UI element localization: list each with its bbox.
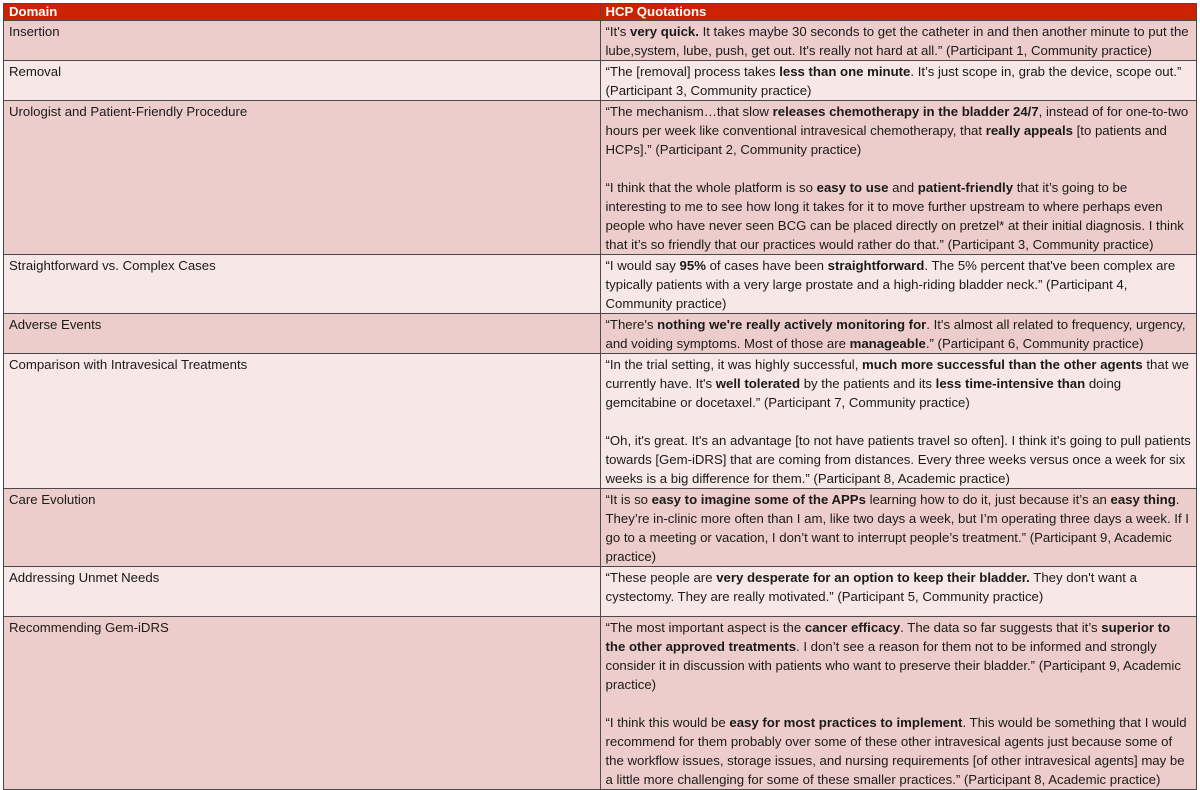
table-row: [4, 21, 1197, 61]
quote-text: . It’s just scope in, grab the device, scope out.” (Participant 3, Community practice): [605, 64, 1182, 98]
quote-text: . It's almost all related to frequency, urgency, and voiding symptoms. Most of those are: [605, 317, 1186, 351]
emphasized-text: releases chemotherapy in the bladder 24/7: [772, 104, 1039, 119]
quote-text: and: [888, 180, 918, 195]
table-row: [4, 255, 1197, 314]
quotations-cell: [600, 61, 1197, 101]
quote-text: “There's: [605, 317, 658, 332]
quote-text: [to patients and HCPs].” (Participant 2, Community practice): [605, 123, 1167, 157]
domain-cell: Recommending Gem-iDRS: [4, 617, 601, 790]
hcp-quotations-table: [3, 3, 1197, 790]
domain-column-header: Domain: [4, 4, 601, 21]
quotation: [606, 102, 1192, 159]
header-row: [4, 4, 1197, 21]
quotations-column-header: HCP Quotations: [600, 4, 1197, 21]
quotation: [606, 355, 1192, 412]
quote-text: “These people are: [605, 570, 717, 585]
quotations-cell: [600, 255, 1197, 314]
emphasized-text: nothing we're really actively monitoring for: [657, 317, 927, 332]
emphasized-text: easy for most practices to implement: [729, 715, 963, 730]
emphasized-text: well tolerated: [715, 376, 801, 391]
emphasized-text: less than one minute: [779, 64, 911, 79]
quote-text: .” (Participant 6, Community practice): [925, 336, 1144, 351]
quotation: [606, 490, 1192, 566]
table-row: [4, 617, 1197, 790]
quote-text: . This would be something that I would recommend for them probably over some of these other intravesical agents just because some of the workflow issues, storage issues, and nursing requirements [of other intravesical agents] may be a little more challenging for some of these smaller practices.” (Participant 8, Academic practice): [605, 715, 1187, 787]
quotations-cell: [600, 21, 1197, 61]
quotation: [606, 256, 1192, 313]
emphasized-text: easy thing: [1110, 492, 1176, 507]
quotation: [606, 618, 1192, 694]
quotation: [606, 22, 1192, 60]
quote-text: “Oh, it's great. It's an advantage [to not have patients travel so often]. I think it's going to pull patients towards [Gem-iDRS] that are coming from distances. Every three weeks versus once a week for six weeks is a big difference for them.” (Participant 8, Academic practice): [605, 433, 1191, 486]
domain-cell: Comparison with Intravesical Treatments: [4, 354, 601, 489]
quote-text: “I think this would be: [605, 715, 730, 730]
quote-text: “In the trial setting, it was highly successful,: [605, 357, 863, 372]
quote-text: It takes maybe 30 seconds to get the catheter in and then another minute to put the lube,system, lube, push, get out. It's really not hard at all.” (Participant 1, Community practice): [605, 24, 1189, 58]
emphasized-text: manageable: [849, 336, 926, 351]
emphasized-text: patient-friendly: [917, 180, 1014, 195]
domain-cell: Urologist and Patient-Friendly Procedure: [4, 101, 601, 255]
emphasized-text: really appeals: [985, 123, 1073, 138]
emphasized-text: very desperate for an option to keep their bladder.: [716, 570, 1030, 585]
quotations-cell: [600, 489, 1197, 567]
quote-text: . The 5% percent that've been complex are typically patients with a very large prostate and a high-riding bladder neck.” (Participant 4, Community practice): [605, 258, 1176, 311]
quote-text: that we currently have. It's: [605, 357, 1189, 391]
table-row: [4, 489, 1197, 567]
quotation: [606, 713, 1192, 789]
quotations-cell: [600, 617, 1197, 790]
quotation: [606, 315, 1192, 353]
table-row: [4, 567, 1197, 617]
quote-text: “The most important aspect is the: [605, 620, 805, 635]
emphasized-text: straightforward: [827, 258, 925, 273]
quote-text: “The mechanism…that slow: [605, 104, 773, 119]
quote-text: . The data so far suggests that it’s: [900, 620, 1102, 635]
quote-text: . I don’t see a reason for them not to be informed and strongly consider it in discussion with patients who want to preserve their bladder.” (Participant 9, Academic practice): [605, 639, 1181, 692]
emphasized-text: much more successful than the other agents: [862, 357, 1143, 372]
quotations-cell: [600, 101, 1197, 255]
quotation: [606, 178, 1192, 254]
quotation: [606, 568, 1192, 606]
quote-text: “It's: [605, 24, 630, 39]
table-row: [4, 61, 1197, 101]
emphasized-text: easy to imagine some of the APPs: [651, 492, 866, 507]
domain-cell: Addressing Unmet Needs: [4, 567, 601, 617]
quote-text: “I think that the whole platform is so: [605, 180, 817, 195]
quote-text: “The [removal] process takes: [605, 64, 780, 79]
quote-text: , instead of for one-to-two hours per week like conventional intravesical chemotherapy, that: [605, 104, 1189, 138]
quote-text: of cases have been: [705, 258, 828, 273]
emphasized-text: cancer efficacy: [804, 620, 901, 635]
quote-text: “I would say: [605, 258, 680, 273]
emphasized-text: 95%: [679, 258, 706, 273]
quote-text: . They’re in-clinic more often than I am, like two days a week, but I’m operating three days a week. If I go to a meeting or vacation, I don’t want to interrupt people’s treatment.” (Participant 9, Academic practice): [605, 492, 1189, 564]
quotation: [606, 62, 1192, 100]
emphasized-text: very quick.: [630, 24, 699, 39]
emphasized-text: less time-intensive than: [935, 376, 1086, 391]
quotations-cell: [600, 354, 1197, 489]
domain-cell: Insertion: [4, 21, 601, 61]
domain-cell: Care Evolution: [4, 489, 601, 567]
quote-text: learning how to do it, just because it’s an: [865, 492, 1111, 507]
table-row: [4, 354, 1197, 489]
domain-cell: Adverse Events: [4, 314, 601, 354]
quotations-cell: [600, 314, 1197, 354]
quote-text: They don't want a cystectomy. They are really motivated.” (Participant 5, Community practice): [605, 570, 1137, 604]
quotations-cell: [600, 567, 1197, 617]
emphasized-text: superior to the other approved treatments: [605, 620, 1171, 654]
quote-text: doing gemcitabine or docetaxel.” (Participant 7, Community practice): [605, 376, 1122, 410]
table-row: [4, 314, 1197, 354]
quote-text: “It is so: [605, 492, 652, 507]
quote-text: that it’s going to be interesting to me to see how long it takes for it to move further upstream to where perhaps even people who have never seen BCG can be placed directly on pretzel* at their initial diagnosis. I think that it’s so friendly that our practices would rather do that.” (Participant 3, Community practice): [605, 180, 1184, 252]
domain-cell: Removal: [4, 61, 601, 101]
quotation: [606, 431, 1192, 488]
domain-cell: Straightforward vs. Complex Cases: [4, 255, 601, 314]
quote-text: by the patients and its: [800, 376, 936, 391]
table-row: [4, 101, 1197, 255]
emphasized-text: easy to use: [816, 180, 889, 195]
